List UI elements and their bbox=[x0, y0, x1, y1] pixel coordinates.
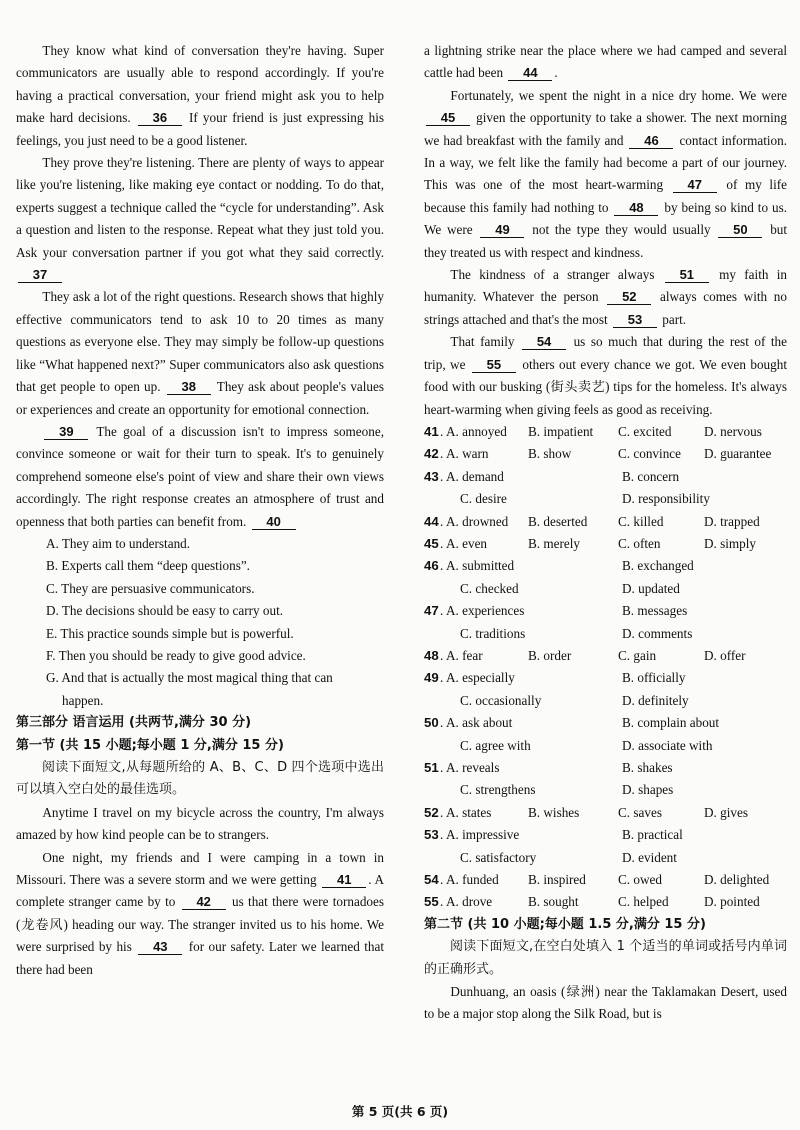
choice-c[interactable]: C. killed bbox=[618, 513, 664, 529]
paragraph-text: The goal of a discussion isn't to impress someone, convince someone or wait for their turn to speak. It's to genuinely comprehend someone else's point of view and share their own views accordingly. The right response creates an atmosphere of trust and openness that both parties can benefit from. bbox=[16, 423, 384, 529]
choice-a[interactable]: A. states bbox=[446, 804, 492, 820]
question-52: 52 . A. states B. wishes C. saves D. gives bbox=[424, 802, 787, 824]
blank-47[interactable]: 47 bbox=[673, 177, 717, 193]
choice-d[interactable]: D. trapped bbox=[704, 513, 760, 529]
blank-51[interactable]: 51 bbox=[665, 267, 709, 283]
paragraph-text: Fortunately, we spent the night in a nice dry home. We were bbox=[450, 87, 787, 103]
question-period: . bbox=[440, 603, 444, 619]
choice-d[interactable]: D. guarantee bbox=[704, 446, 772, 462]
question-number: 54 bbox=[424, 872, 439, 888]
choice-a[interactable]: A. experiences bbox=[446, 603, 525, 619]
choice-b[interactable]: B. order bbox=[528, 647, 572, 663]
cloze-paragraph bbox=[16, 847, 384, 981]
blank-53[interactable]: 53 bbox=[613, 312, 657, 328]
choice-a[interactable]: A. fear bbox=[446, 647, 483, 663]
question-53 bbox=[424, 824, 787, 869]
blank-41[interactable]: 41 bbox=[322, 872, 366, 888]
cloze-paragraph bbox=[424, 85, 787, 264]
question-42: 42 . A. warn B. show C. convince D. guarantee bbox=[424, 443, 787, 465]
choice-c[interactable]: C. strengthens bbox=[460, 782, 536, 798]
blank-36[interactable]: 36 bbox=[138, 110, 182, 126]
blank-38[interactable]: 38 bbox=[167, 379, 211, 395]
question-45: 45 . A. even B. merely C. often D. simply bbox=[424, 533, 787, 555]
question-number: 51 bbox=[424, 760, 439, 775]
choice-a[interactable]: A. submitted bbox=[446, 558, 515, 574]
choice-d[interactable]: D. delighted bbox=[704, 872, 770, 888]
blank-46[interactable]: 46 bbox=[629, 133, 673, 149]
choice-c[interactable]: C. owed bbox=[618, 872, 662, 888]
choice-a[interactable]: A. funded bbox=[446, 872, 499, 888]
question-period: . bbox=[440, 558, 444, 574]
paragraph-text: part. bbox=[662, 311, 687, 327]
paragraph-text: If your friend is just expressing his feelings, you just need to be a good listener. bbox=[16, 110, 385, 148]
option-g: G. And that is actually the most magical thing that can bbox=[46, 670, 333, 686]
paragraph-text: That family bbox=[450, 334, 515, 350]
passage-paragraph bbox=[16, 421, 384, 533]
choice-d[interactable]: D. nervous bbox=[704, 423, 762, 439]
paragraph-text: not the type they would usually bbox=[532, 222, 711, 238]
question-period: . bbox=[440, 468, 444, 484]
passage-paragraph: Dunhuang, an oasis (绿洲) near the Taklamakan Desert, used to be a major stop along the Silk Road, but is bbox=[424, 984, 787, 1022]
question-number: 45 bbox=[424, 535, 439, 551]
choice-a[interactable]: A. impressive bbox=[446, 827, 520, 843]
page-number: 第 5 页(共 6 页) bbox=[351, 1104, 449, 1119]
choice-b[interactable]: B. messages bbox=[622, 603, 688, 619]
blank-49[interactable]: 49 bbox=[480, 222, 524, 238]
blank-37[interactable]: 37 bbox=[18, 267, 62, 283]
cloze-paragraph: Anytime I travel on my bicycle across the country, I'm always amazed by how kind people can be to strangers. bbox=[16, 804, 384, 843]
choice-c[interactable]: C. convince bbox=[618, 446, 681, 462]
passage-paragraph bbox=[16, 152, 384, 286]
question-47 bbox=[424, 600, 787, 645]
question-number: 50 bbox=[424, 715, 439, 731]
question-number: 47 bbox=[424, 603, 439, 619]
paragraph-text: given the opportunity to take a shower. The next morning we had breakfast with the family and bbox=[424, 110, 787, 148]
paragraph-text: but they treated us with respect and kindness. bbox=[424, 222, 788, 260]
choice-a[interactable]: A. even bbox=[446, 535, 488, 551]
question-54: 54 . A. funded B. inspired C. owed D. delighted bbox=[424, 869, 787, 891]
paragraph-text: for our safety. Later we learned that there had been bbox=[16, 939, 385, 977]
choice-c[interactable]: C. saves bbox=[618, 804, 662, 820]
choice-b[interactable]: B. sought bbox=[528, 894, 579, 910]
paragraph-text: One night, my friends and I were camping in a town in Missouri. There was a severe storm and we were getting bbox=[16, 849, 384, 888]
choice-b[interactable]: B. show bbox=[528, 446, 572, 462]
question-number: 46 bbox=[424, 558, 439, 574]
question-number: 42 bbox=[424, 446, 439, 462]
choice-b[interactable]: B. inspired bbox=[528, 872, 586, 888]
choice-b[interactable]: B. officially bbox=[622, 670, 686, 686]
choice-a[interactable]: A. especially bbox=[446, 670, 515, 686]
right-column bbox=[424, 40, 787, 1026]
option-c: C. They are persuasive communicators. bbox=[46, 580, 255, 596]
question-period: . bbox=[440, 760, 444, 775]
passage-paragraph bbox=[16, 40, 384, 152]
question-55: 55 . A. drove B. sought C. helped D. pointed bbox=[424, 891, 787, 913]
cloze-paragraph bbox=[424, 331, 787, 421]
blank-54[interactable]: 54 bbox=[522, 334, 566, 350]
paragraph-text: a lightning strike near the place where we had camped and several cattle had been bbox=[424, 43, 787, 81]
blank-40[interactable]: 40 bbox=[252, 514, 296, 530]
choice-a[interactable]: A. demand bbox=[446, 468, 504, 484]
blank-45[interactable]: 45 bbox=[426, 110, 470, 126]
paragraph-text: contact information. In a way, we felt like the family had become a part of our journey. This was one of the most heart-warming bbox=[424, 132, 788, 193]
question-number: 48 bbox=[424, 647, 439, 663]
question-list bbox=[424, 421, 787, 914]
choice-a[interactable]: A. annoyed bbox=[446, 423, 507, 439]
paragraph-text: others out every chance we got. We even bought food with our busking (街头卖艺) tips for the homeless. It's always heart-warming when giving feels as good as receiving. bbox=[424, 356, 787, 417]
paragraph-text: They prove they're listening. There are plenty of ways to appear like you're listening, like making eye contact or nodding. To do that, experts suggest a technique called the “cycle for understanding”. Ask a question and listen to the response. Repeat what they just told you. Ask your conversation partner if you got what they said correctly. bbox=[16, 155, 384, 260]
paragraph-text: They ask a lot of the right questions. Research shows that highly effective communicators tend to ask 10 to 20 times as many questions as everyone else. They may simply be follow-up questions like “What happened next?” Super communicators also ask questions that get people to open up. bbox=[16, 289, 384, 395]
section-heading: 第一节 (共 15 小题;每小题 1 分,满分 15 分) bbox=[16, 737, 284, 753]
blank-42[interactable]: 42 bbox=[182, 894, 226, 910]
blank-43[interactable]: 43 bbox=[138, 939, 182, 955]
question-period: . bbox=[440, 715, 444, 731]
choice-b[interactable]: B. impatient bbox=[528, 423, 594, 439]
choice-c[interactable]: C. occasionally bbox=[460, 692, 542, 708]
paragraph-text: They know what kind of conversation they're having. Super communicators are usually able to respond accordingly. If you're having a practical conversation, your friend might ask you to help make hard decisions. bbox=[16, 43, 384, 126]
cloze-paragraph: a lightning strike near the place where we had camped and several cattle had been 44 . bbox=[424, 43, 787, 81]
question-period: . bbox=[440, 670, 444, 686]
choice-c[interactable]: C. agree with bbox=[460, 737, 531, 753]
choice-b[interactable]: B. concern bbox=[622, 468, 680, 484]
question-50 bbox=[424, 712, 787, 757]
paragraph-text: my faith in humanity. Whatever the person bbox=[424, 267, 788, 305]
part-heading: 第三部分 语言运用 (共两节,满分 30 分) bbox=[16, 715, 252, 731]
choice-b[interactable]: B. complain about bbox=[622, 715, 720, 731]
question-49 bbox=[424, 667, 787, 712]
choice-c[interactable]: C. helped bbox=[618, 894, 669, 910]
choice-d[interactable]: D. responsibility bbox=[622, 491, 710, 507]
left-column bbox=[16, 40, 384, 981]
choice-c[interactable]: C. often bbox=[618, 535, 661, 551]
choice-a[interactable]: A. reveals bbox=[446, 760, 500, 775]
question-48: 48 . A. fear B. order C. gain D. offer bbox=[424, 645, 787, 667]
choice-a[interactable]: A. warn bbox=[446, 446, 489, 462]
choice-c[interactable]: C. gain bbox=[618, 647, 657, 663]
choice-b[interactable]: B. wishes bbox=[528, 804, 580, 820]
passage-paragraph bbox=[16, 286, 384, 420]
question-number: 52 bbox=[424, 804, 439, 820]
choice-c[interactable]: C. excited bbox=[618, 423, 672, 439]
choice-b[interactable]: B. exchanged bbox=[622, 558, 694, 574]
choice-d[interactable]: D. simply bbox=[704, 535, 757, 551]
section-heading: 第二节 (共 10 小题;每小题 1.5 分,满分 15 分) bbox=[424, 916, 706, 932]
paragraph-text: always comes with no strings attached and that's the most bbox=[424, 289, 787, 327]
instructions: 阅读下面短文,在空白处填入 1 个适当的单词或括号内单词的正确形式。 bbox=[424, 939, 787, 977]
choice-d[interactable]: D. shapes bbox=[622, 782, 674, 798]
question-number: 49 bbox=[424, 670, 439, 686]
question-number: 44 bbox=[424, 513, 439, 529]
choice-b[interactable]: B. shakes bbox=[622, 760, 673, 775]
choice-a[interactable]: A. drove bbox=[446, 894, 493, 910]
blank-55[interactable]: 55 bbox=[472, 357, 516, 373]
option-e: E. This practice sounds simple but is powerful. bbox=[46, 625, 294, 641]
option-g-continued: happen. bbox=[62, 692, 104, 708]
blank-52[interactable]: 52 bbox=[607, 289, 651, 305]
choice-b[interactable]: B. deserted bbox=[528, 513, 588, 529]
choice-d[interactable]: D. pointed bbox=[704, 894, 760, 910]
choice-d[interactable]: D. updated bbox=[622, 580, 680, 596]
choice-d[interactable]: D. gives bbox=[704, 804, 748, 820]
question-41: 41 . A. annoyed B. impatient C. excited D. nervous bbox=[424, 421, 787, 443]
option-list bbox=[16, 533, 384, 712]
question-46 bbox=[424, 555, 787, 600]
paragraph-text: of my life because this family had nothing to bbox=[424, 177, 787, 215]
option-a: A. They aim to understand. bbox=[46, 535, 191, 551]
choice-d[interactable]: D. evident bbox=[622, 849, 677, 865]
cloze-paragraph bbox=[424, 264, 787, 331]
choice-b[interactable]: B. practical bbox=[622, 827, 683, 843]
choice-c[interactable]: C. checked bbox=[460, 580, 519, 596]
option-d: D. The decisions should be easy to carry out. bbox=[46, 603, 284, 619]
choice-b[interactable]: B. merely bbox=[528, 535, 581, 551]
question-number: 43 bbox=[424, 468, 439, 484]
option-f: F. Then you should be ready to give good advice. bbox=[46, 647, 306, 663]
choice-c[interactable]: C. traditions bbox=[460, 625, 526, 641]
question-43 bbox=[424, 466, 787, 511]
choice-c[interactable]: C. desire bbox=[460, 491, 507, 507]
question-number: 41 bbox=[424, 423, 439, 439]
choice-d[interactable]: D. associate with bbox=[622, 737, 713, 753]
paragraph-text: The kindness of a stranger always bbox=[450, 267, 655, 283]
question-51 bbox=[424, 757, 787, 802]
choice-a[interactable]: A. ask about bbox=[446, 715, 513, 731]
option-b: B. Experts call them “deep questions”. bbox=[46, 558, 250, 574]
blank-44[interactable]: 44 bbox=[508, 65, 552, 81]
blank-48[interactable]: 48 bbox=[614, 200, 658, 216]
question-period: . bbox=[440, 827, 444, 843]
choice-d[interactable]: D. offer bbox=[704, 647, 746, 663]
choice-c[interactable]: C. satisfactory bbox=[460, 849, 537, 865]
question-44: 44 . A. drowned B. deserted C. killed D. trapped bbox=[424, 511, 787, 533]
paragraph-text: us that there were tornadoes (龙卷风) heading our way. The stranger invited us to his home. We were surprised by his bbox=[16, 894, 385, 955]
question-number: 55 bbox=[424, 894, 439, 910]
paragraph-text: us so much that during the rest of the trip, we bbox=[424, 334, 788, 372]
paragraph-text: . A complete stranger came by to bbox=[16, 872, 385, 910]
blank-50[interactable]: 50 bbox=[718, 222, 762, 238]
choice-d[interactable]: D. comments bbox=[622, 625, 693, 641]
paragraph-text: by being so kind to us. We were bbox=[424, 199, 787, 238]
instructions: 阅读下面短文,从每题所给的 A、B、C、D 四个选项中选出可以填入空白处的最佳选项。 bbox=[16, 760, 384, 798]
choice-d[interactable]: D. definitely bbox=[622, 692, 689, 708]
blank-39[interactable]: 39 bbox=[44, 424, 88, 440]
choice-a[interactable]: A. drowned bbox=[446, 513, 509, 529]
question-number: 53 bbox=[424, 827, 439, 843]
paragraph-text: They ask about people's values or experiences and create an opportunity for emotional connection. bbox=[16, 379, 385, 417]
